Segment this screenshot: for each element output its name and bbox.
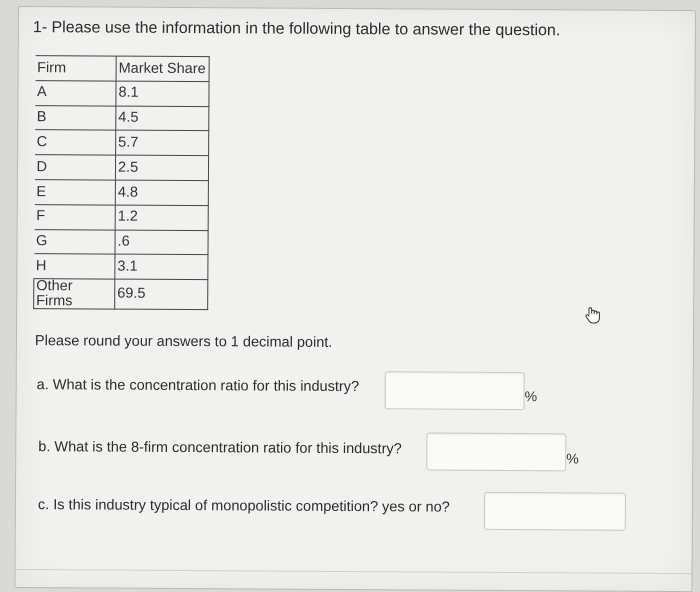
table-cell-share: 4.5 xyxy=(116,106,209,131)
question-a-text: a. What is the concentration ratio for this industry? xyxy=(36,377,360,396)
table-row xyxy=(34,254,208,280)
table-header-market-share: Market Share xyxy=(116,56,209,81)
table-cell-share: 3.1 xyxy=(115,254,208,279)
table-cell-firm: B xyxy=(35,105,116,130)
table-cell-firm: H xyxy=(34,254,115,279)
table-row xyxy=(35,130,209,156)
question-title: 1- Please use the information in the following table to answer the question. xyxy=(32,19,561,40)
market-share-table xyxy=(33,55,210,310)
pointer-hand-icon xyxy=(582,304,604,326)
table-row xyxy=(34,180,208,206)
instructions-text: Please round your answers to 1 decimal point. xyxy=(34,333,333,351)
card-bottom-divider xyxy=(16,569,692,574)
table-row xyxy=(34,229,208,255)
table-cell-firm: A xyxy=(35,80,116,105)
table-row xyxy=(34,155,208,181)
table-cell-share: .6 xyxy=(115,230,208,255)
table-cell-share: 4.8 xyxy=(115,180,208,205)
answer-b-unit: % xyxy=(566,450,579,467)
table-cell-firm: F xyxy=(34,204,115,229)
table-header-row xyxy=(35,56,209,82)
table-row xyxy=(34,204,208,230)
table-cell-firm: Other Firms xyxy=(34,279,115,309)
table-row xyxy=(34,279,208,310)
table-cell-share: 2.5 xyxy=(115,155,208,180)
answer-a-input[interactable] xyxy=(385,371,525,410)
table-cell-firm: C xyxy=(35,130,116,155)
table-header-firm: Firm xyxy=(35,56,116,81)
question-card xyxy=(14,6,696,592)
table-cell-firm: G xyxy=(34,229,115,254)
table-cell-share: 1.2 xyxy=(115,205,208,230)
table-cell-share: 5.7 xyxy=(116,130,209,155)
question-c-text: c. Is this industry typical of monopolistic competition? yes or no? xyxy=(37,497,450,516)
question-b-text: b. What is the 8-firm concentration ratio for this industry? xyxy=(38,439,402,458)
table-cell-share: 8.1 xyxy=(116,81,209,106)
answer-c-input[interactable] xyxy=(484,492,626,531)
table-row xyxy=(35,80,209,106)
answer-a-unit: % xyxy=(524,388,538,405)
table-cell-firm: E xyxy=(34,180,115,205)
table-cell-firm: D xyxy=(34,155,115,180)
table-row xyxy=(35,105,209,131)
table-cell-share: 69.5 xyxy=(115,279,208,310)
answer-b-input[interactable] xyxy=(426,433,566,472)
